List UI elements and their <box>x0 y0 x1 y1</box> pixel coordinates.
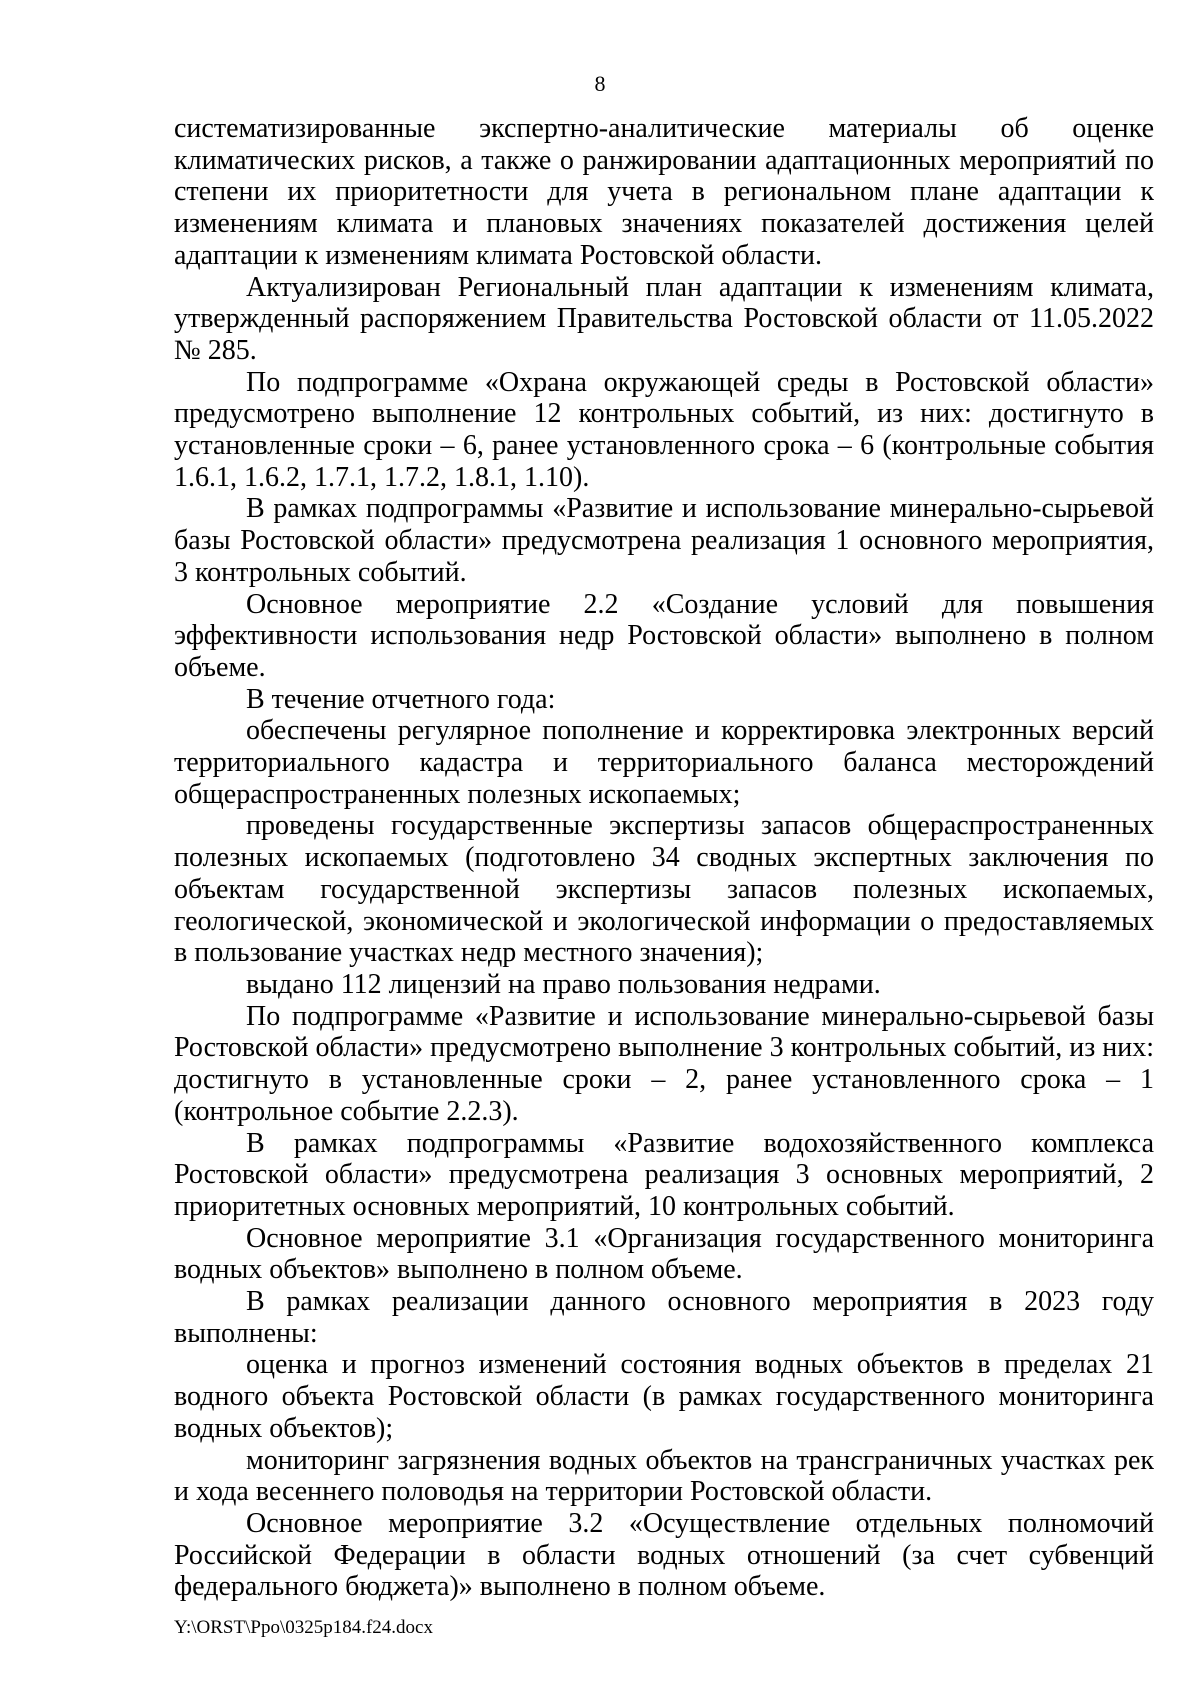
paragraph: В рамках подпрограммы «Развитие водохозяйственного комплекса Ростовской области» предусмотрена реализация 3 основных мероприятий, 2 приоритетных основных мероприятий, 10 контрольных событий. <box>174 1127 1154 1222</box>
paragraph: выдано 112 лицензий на право пользования недрами. <box>246 968 881 1000</box>
paragraph: Основное мероприятие 2.2 «Создание условий для повышения эффективности использования недр Ростовской области» выполнено в полном объеме. <box>174 588 1154 683</box>
paragraph: Основное мероприятие 3.1 «Организация государственного мониторинга водных объектов» выполнено в полном объеме. <box>174 1222 1154 1286</box>
paragraph: В рамках подпрограммы «Развитие и использование минерально-сырьевой базы Ростовской области» предусмотрена реализация 1 основного мероприятия, 3 контрольных событий. <box>174 493 1154 588</box>
paragraph: Актуализирован Региональный план адаптации к изменениям климата, утвержденный распоряжением Правительства Ростовской области от 11.05.2022 № 285. <box>174 271 1154 366</box>
paragraph: оценка и прогноз изменений состояния водных объектов в пределах 21 водного объекта Ростовской области (в рамках государственного мониторинга водных объектов); <box>174 1349 1154 1444</box>
paragraph: По подпрограмме «Охрана окружающей среды в Ростовской области» предусмотрено выполнение 12 контрольных событий, из них: достигнуто в установленные сроки – 6, ранее установленного срока – 6 (контрольные события 1.6.1, 1.6.2, 1.7.1, 1.7.2, 1.8.1, 1.10). <box>174 366 1154 493</box>
document-body <box>174 113 1154 1603</box>
paragraph: По подпрограмме «Развитие и использование минерально-сырьевой базы Ростовской области» предусмотрено выполнение 3 контрольных событий, из них: достигнуто в установленные сроки – 2, ранее установленного срока – 1 (контрольное событие 2.2.3). <box>174 1000 1154 1127</box>
paragraph: обеспечены регулярное пополнение и корректировка электронных версий территориального кадастра и территориального баланса месторождений общераспространенных полезных ископаемых; <box>174 715 1154 810</box>
page-number: 8 <box>594 71 606 96</box>
paragraph: В течение отчетного года: <box>246 683 556 715</box>
file-path-footer: Y:\ORST\Ppo\0325p184.f24.docx <box>174 1617 433 1638</box>
paragraph: В рамках реализации данного основного мероприятия в 2023 году выполнены: <box>174 1286 1154 1349</box>
paragraph: мониторинг загрязнения водных объектов на трансграничных участках рек и хода весеннего половодья на территории Ростовской области. <box>174 1444 1154 1508</box>
paragraph: проведены государственные экспертизы запасов общераспространенных полезных ископаемых (подготовлено 34 сводных экспертных заключения по объектам государственной экспертизы запасов полезных ископаемых, геологической, экономической и экологической информации о предоставляемых в пользование участках недр местного значения); <box>174 810 1154 969</box>
paragraph: систематизированные экспертно-аналитические материалы об оценке климатических рисков, а также о ранжировании адаптационных мероприятий по степени их приоритетности для учета в региональном плане адаптации к изменениям климата и плановых значениях показателей достижения целей адаптации к изменениям климата Ростовской области. <box>174 113 1154 271</box>
paragraph: Основное мероприятие 3.2 «Осуществление отдельных полномочий Российской Федерации в области водных отношений (за счет субвенций федерального бюджета)» выполнено в полном объеме. <box>174 1507 1154 1603</box>
